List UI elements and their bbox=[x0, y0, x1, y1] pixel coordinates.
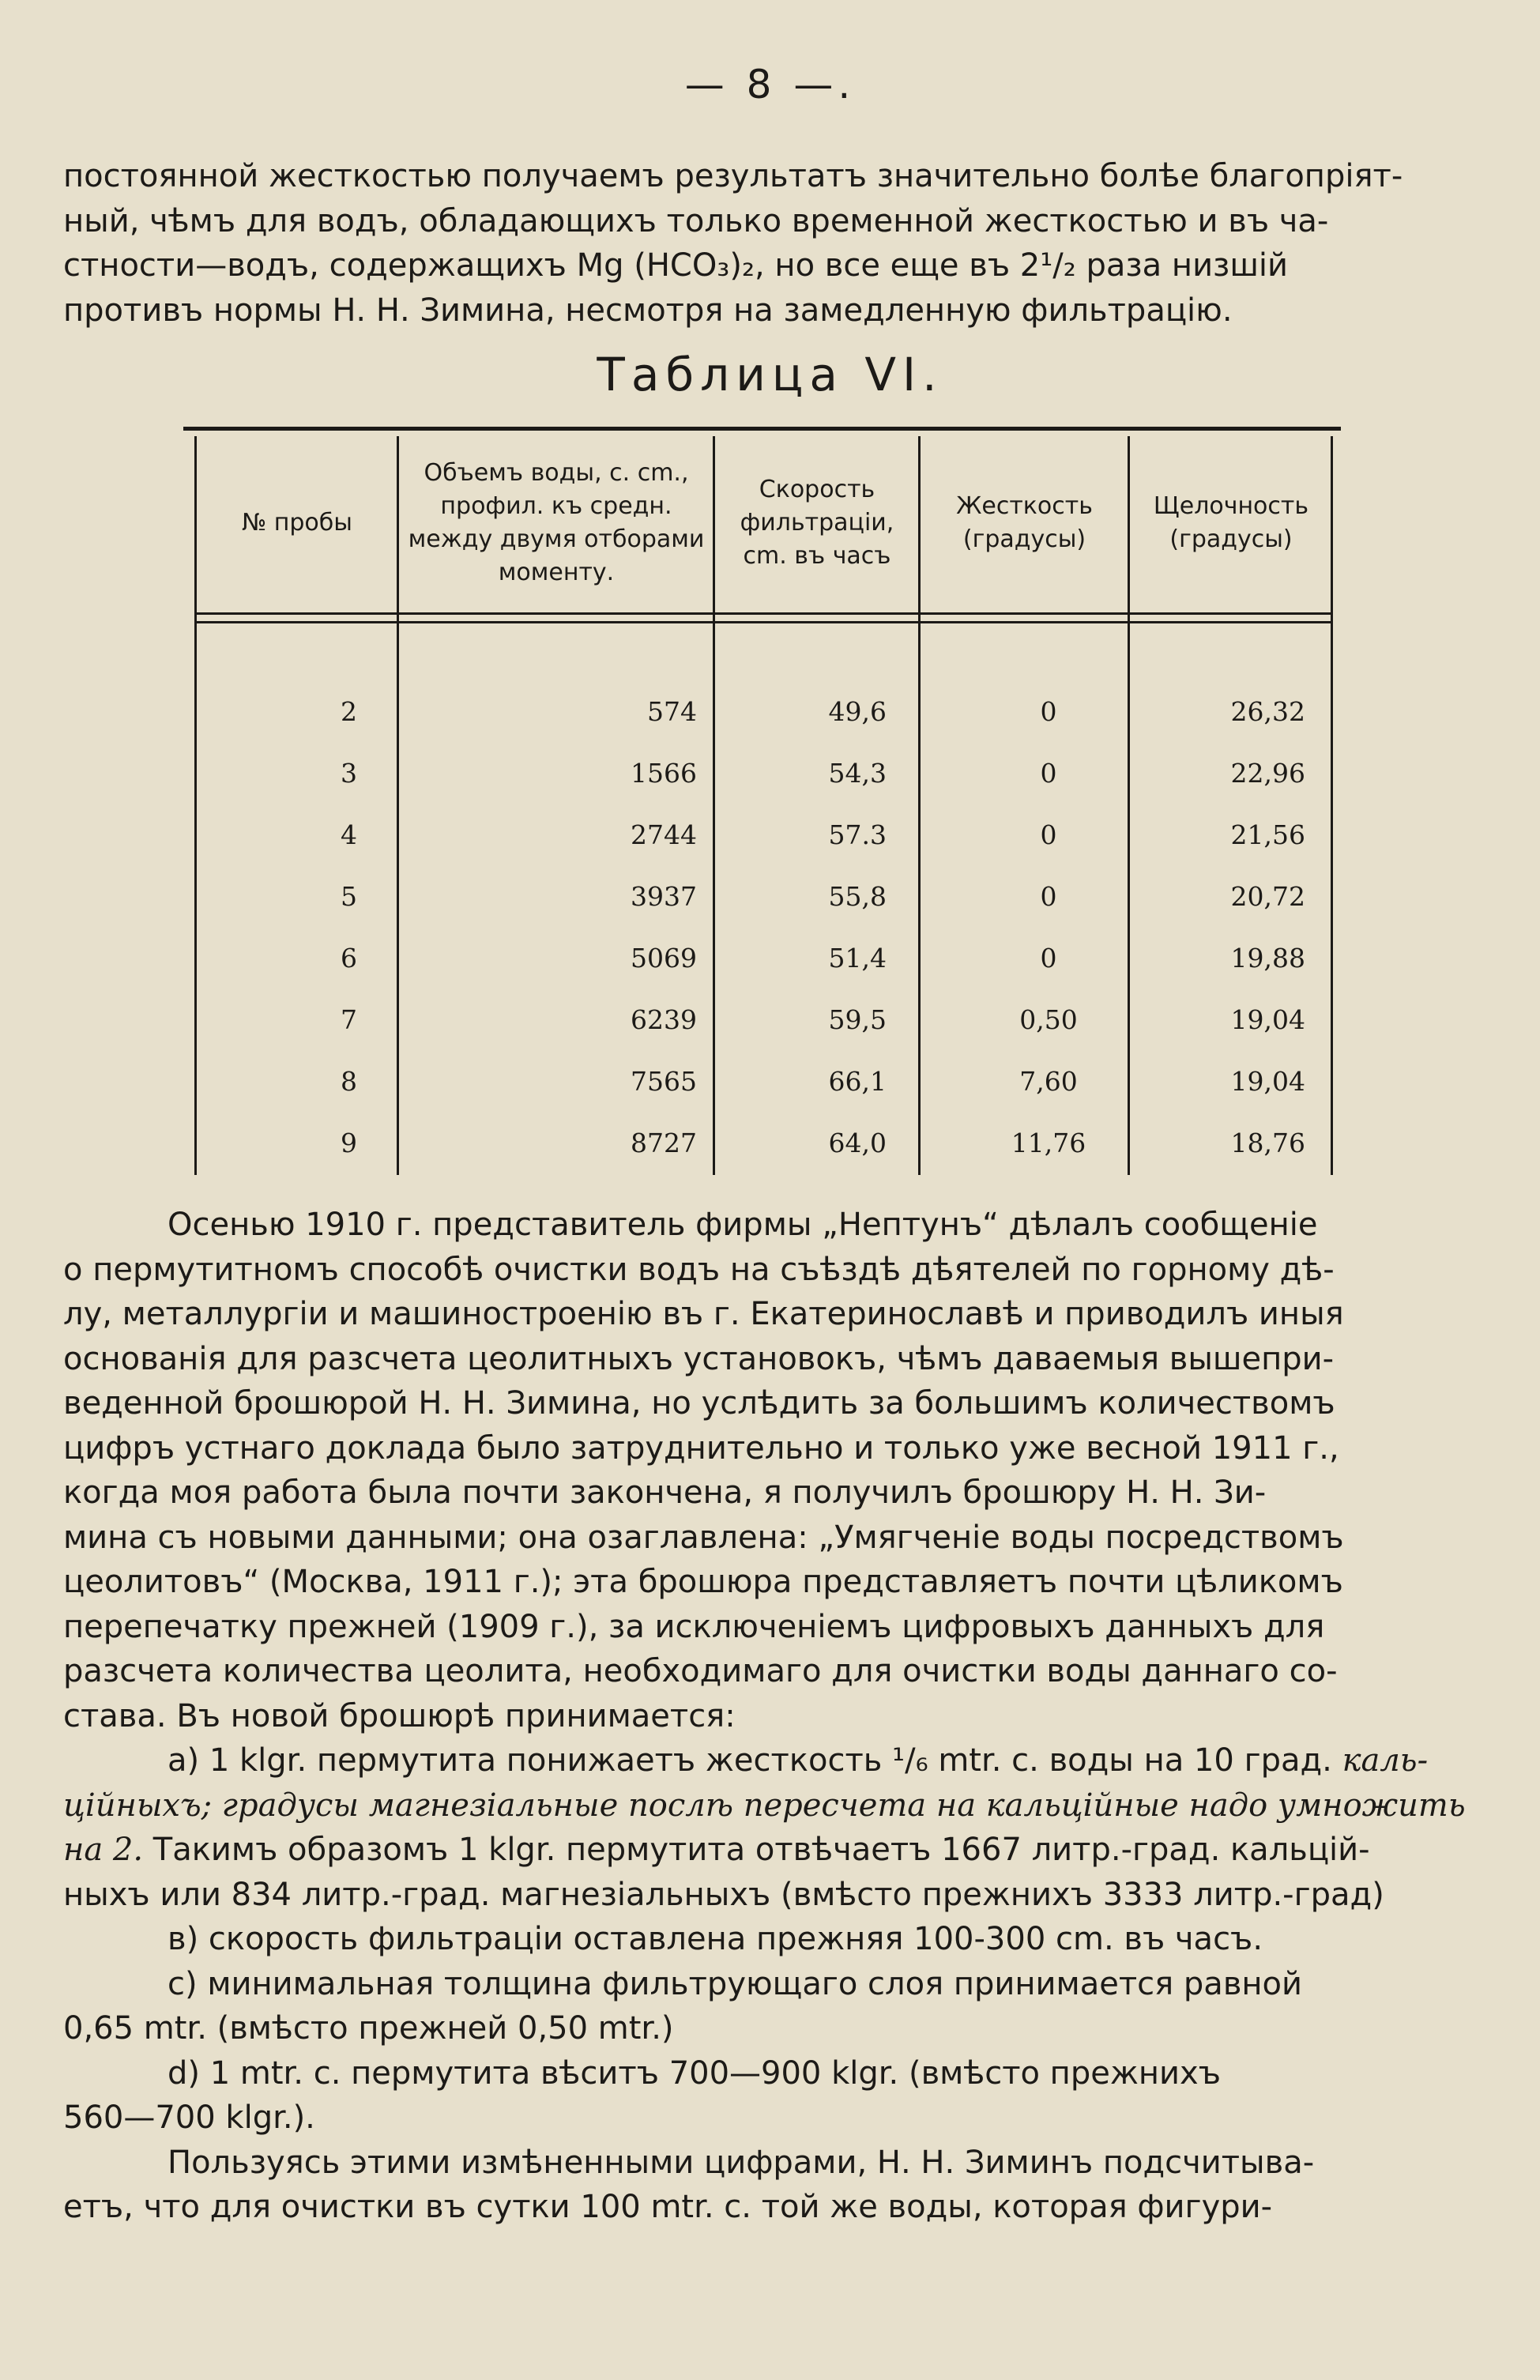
item-c-line: с) минимальная толщина фильтрующаго слоя принимается равной bbox=[168, 1965, 1303, 2002]
cell-alkalinity: 19,04 bbox=[1230, 1066, 1305, 1097]
cell-volume: 5069 bbox=[631, 943, 697, 973]
header-speed: Скорость фильтраціи, cm. въ часъ bbox=[740, 476, 894, 570]
cell-speed: 64,0 bbox=[828, 1128, 887, 1158]
body-line: мина съ новыми данными; она озаглавлена: „Умягченіе воды посредствомъ bbox=[63, 1519, 1344, 1556]
cell-hardness: 0 bbox=[1040, 881, 1057, 912]
body-paragraph bbox=[63, 1203, 1466, 2230]
cell-alkalinity: 22,96 bbox=[1230, 758, 1305, 789]
cell-hardness: 0,50 bbox=[1019, 1004, 1078, 1035]
table-row bbox=[183, 992, 1341, 1053]
header-rule bbox=[194, 612, 1333, 615]
header-hardness: Жесткость (градусы) bbox=[956, 492, 1093, 553]
cell-speed: 66,1 bbox=[828, 1066, 887, 1097]
cell-volume: 8727 bbox=[631, 1128, 697, 1158]
header-alkalinity: Щелочность (градусы) bbox=[1153, 492, 1309, 553]
cell-hardness: 7,60 bbox=[1019, 1066, 1078, 1097]
intro-paragraph bbox=[63, 154, 1458, 333]
intro-line: ный, чѣмъ для водъ, обладающихъ только временной жесткостью и въ ча- bbox=[63, 202, 1329, 239]
cell-alkalinity: 19,88 bbox=[1230, 943, 1305, 973]
cell-volume: 7565 bbox=[631, 1066, 697, 1097]
item-a-italic: на 2. bbox=[63, 1832, 144, 1868]
item-d-line: d) 1 mtr. c. пермутита вѣситъ 700—900 klgr. (вмѣсто прежнихъ bbox=[168, 2054, 1221, 2092]
closing-line: етъ, что для очистки въ сутки 100 mtr. c. той же воды, которая фигури- bbox=[63, 2189, 1273, 2225]
item-a-line bbox=[63, 1828, 1458, 1873]
body-line: цифръ устнаго доклада было затруднительно и только уже весной 1911 г., bbox=[63, 1429, 1339, 1467]
cell-sample-no: 3 bbox=[341, 758, 357, 789]
body-line: цеолитовъ“ (Москва, 1911 г.); эта брошюра представляетъ почти цѣликомъ bbox=[63, 1564, 1343, 1600]
item-b-line: в) скорость фильтраціи оставлена прежняя 100-300 cm. въ часъ. bbox=[168, 1921, 1263, 1957]
cell-sample-no: 2 bbox=[341, 696, 357, 727]
cell-speed: 57.3 bbox=[828, 819, 887, 850]
item-a-italic: каль- bbox=[1331, 1742, 1429, 1779]
cell-speed: 59,5 bbox=[828, 1004, 887, 1035]
intro-line: стности—водъ, содержащихъ Mg (HCO₃)₂, но все еще въ 2¹/₂ раза низшій bbox=[63, 247, 1289, 284]
item-d-line: 560—700 klgr.). bbox=[63, 2099, 315, 2136]
body-line: когда моя работа была почти закончена, я получилъ брошюру Н. Н. Зи- bbox=[63, 1474, 1267, 1511]
cell-hardness: 0 bbox=[1040, 696, 1057, 727]
cell-sample-no: 7 bbox=[341, 1004, 357, 1035]
cell-alkalinity: 21,56 bbox=[1230, 819, 1305, 850]
table-row bbox=[183, 930, 1341, 992]
cell-hardness: 11,76 bbox=[1011, 1128, 1086, 1158]
cell-sample-no: 8 bbox=[341, 1066, 357, 1097]
body-line: веденной брошюрой Н. Н. Зимина, но услѣдить за большимъ количествомъ bbox=[63, 1385, 1335, 1422]
item-a-line bbox=[63, 1738, 1458, 1783]
cell-speed: 51,4 bbox=[828, 943, 887, 973]
cell-sample-no: 5 bbox=[341, 881, 357, 912]
cell-alkalinity: 20,72 bbox=[1230, 881, 1305, 912]
page-number: — 8 —. bbox=[684, 62, 856, 107]
table-row bbox=[183, 1115, 1341, 1177]
table-row bbox=[183, 683, 1341, 745]
body-line: Осенью 1910 г. представитель фирмы „Нептунъ“ дѣлалъ сообщеніе bbox=[168, 1207, 1318, 1243]
intro-line: противъ нормы Н. Н. Зимина, несмотря на замедленную фильтрацію. bbox=[63, 292, 1233, 329]
cell-volume: 1566 bbox=[631, 758, 697, 789]
item-a-line: ційныхъ; градусы магнезіальные послѣ пересчета на кальційные надо умножить bbox=[63, 1787, 1466, 1824]
table-row bbox=[183, 745, 1341, 807]
cell-volume: 574 bbox=[647, 696, 697, 727]
cell-volume: 3937 bbox=[631, 881, 697, 912]
item-c-line: 0,65 mtr. (вмѣсто прежней 0,50 mtr.) bbox=[63, 2010, 674, 2047]
item-a-text: а) 1 klgr. пермутита понижаетъ жесткость ¹/₆ mtr. c. воды на 10 град. bbox=[168, 1742, 1332, 1779]
cell-volume: 2744 bbox=[631, 819, 697, 850]
intro-line: постоянной жесткостью получаемъ результатъ значительно болѣе благопріят- bbox=[63, 158, 1403, 194]
cell-alkalinity: 26,32 bbox=[1230, 696, 1305, 727]
cell-alkalinity: 19,04 bbox=[1230, 1004, 1305, 1035]
table-top-rule bbox=[183, 427, 1341, 431]
body-line: разсчета количества цеолита, необходимаго для очистки воды даннаго со- bbox=[63, 1653, 1338, 1689]
body-line: о пермутитномъ способѣ очистки водъ на съѣздѣ дѣятелей по горному дѣ- bbox=[63, 1251, 1335, 1288]
body-line: лу, металлургіи и машиностроенію въ г. Екатеринославѣ и приводилъ иныя bbox=[63, 1296, 1344, 1332]
cell-alkalinity: 18,76 bbox=[1230, 1128, 1305, 1158]
cell-hardness: 0 bbox=[1040, 758, 1057, 789]
body-line: перепечатку прежней (1909 г.), за исключеніемъ цифровыхъ данныхъ для bbox=[63, 1608, 1325, 1645]
table-title: Таблица VI. bbox=[597, 348, 943, 401]
cell-sample-no: 9 bbox=[341, 1128, 357, 1158]
item-a-line: ныхъ или 834 литр.-град. магнезіальныхъ (вмѣсто прежнихъ 3333 литр.-град) bbox=[63, 1876, 1384, 1913]
header-rule bbox=[194, 621, 1333, 623]
table-row bbox=[183, 868, 1341, 930]
data-table bbox=[183, 427, 1341, 1185]
cell-hardness: 0 bbox=[1040, 819, 1057, 850]
cell-sample-no: 6 bbox=[341, 943, 357, 973]
cell-sample-no: 4 bbox=[341, 819, 357, 850]
table-row bbox=[183, 1053, 1341, 1115]
cell-hardness: 0 bbox=[1040, 943, 1057, 973]
cell-speed: 54,3 bbox=[828, 758, 887, 789]
header-sample-no: № пробы bbox=[242, 509, 352, 537]
closing-line: Пользуясь этими измѣненными цифрами, Н. Н. Зиминъ подсчитыва- bbox=[168, 2144, 1315, 2181]
body-line: става. Въ новой брошюрѣ принимается: bbox=[63, 1697, 736, 1734]
item-a-text: Такимъ образомъ 1 klgr. пермутита отвѣчаетъ 1667 литр.-град. кальцій- bbox=[143, 1832, 1370, 1868]
header-volume: Объемъ воды, c. cm., профил. къ средн. между двумя отборами моменту. bbox=[408, 459, 705, 586]
cell-volume: 6239 bbox=[631, 1004, 697, 1035]
cell-speed: 49,6 bbox=[828, 696, 887, 727]
cell-speed: 55,8 bbox=[828, 881, 887, 912]
table-row bbox=[183, 807, 1341, 868]
body-line: основанія для разсчета цеолитныхъ установокъ, чѣмъ даваемыя вышепри- bbox=[63, 1340, 1335, 1377]
